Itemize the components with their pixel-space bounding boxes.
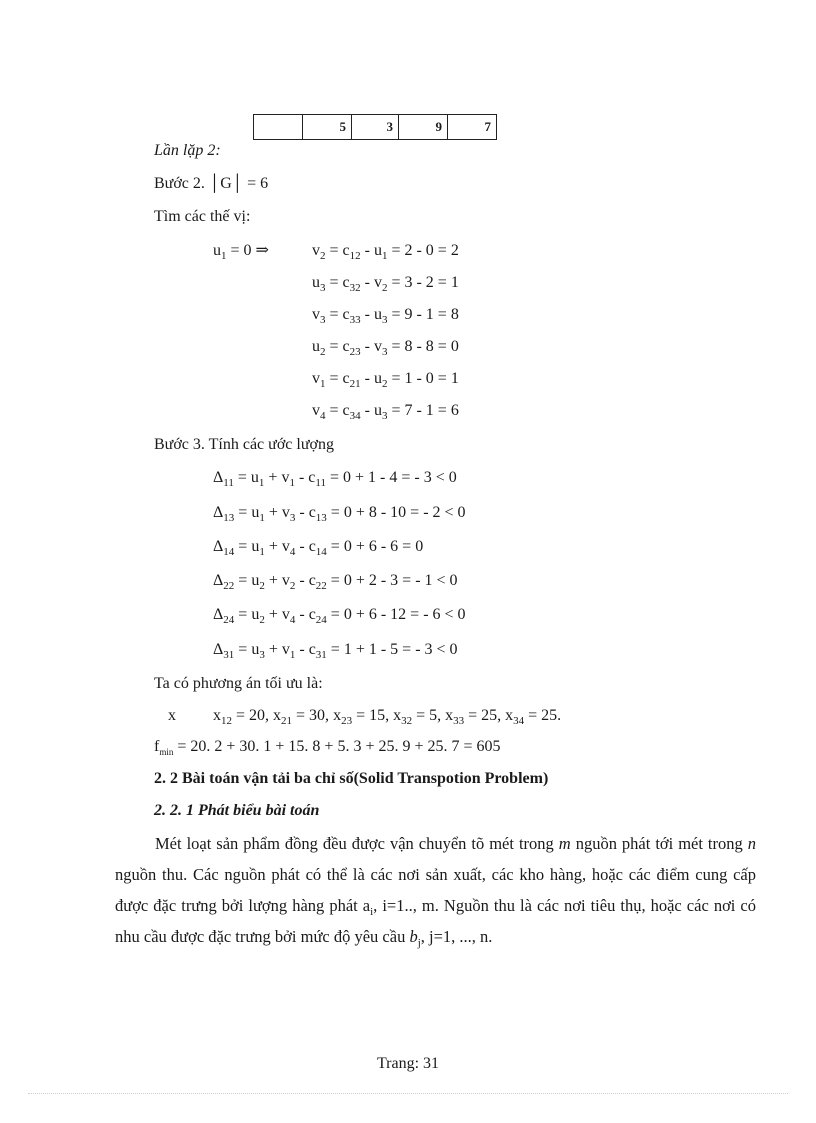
body-paragraph: Mét loạt sản phẩm đồng đều được vận chuyển tõ mét trong m nguồn phát tới mét trong n nguồn thu. Các nguồn phát có thể là các nơi sản xuất, các kho hàng, hoặc các điểm cung cấp được đặc trưng bởi lượng hàng phát $a_i$, i=1.., m. Nguồn thu là các nơi tiêu thụ, hoặc các nơi có nhu cầu được đặc trưng bởi mức độ yêu cầu $b_j$, j=1, ..., n. [115, 834, 757, 949]
potential-lead: $u_1 = 0$ ⇒ [213, 242, 269, 262]
potential-equation: $v_1 = c_{21} - u_2 = 1 - 0 = 1$ [312, 370, 459, 390]
iteration-heading: Lần lặp 2: [154, 142, 221, 159]
optimal-intro: Ta có phương án tối ưu là: [154, 675, 323, 692]
estimate-equation: $\Delta_{31} = u_3 + v_1 - c_{31} = 1 + 1 - 5$ = - 3 < 0 [213, 641, 458, 661]
potential-equation: $v_2 = c_{12} - u_1 = 2 - 0 = 2$ [312, 242, 459, 262]
estimate-equation: $\Delta_{14} = u_1 + v_4 - c_{14} = 0 + 6 - 6 = 0$ [213, 538, 424, 558]
table-cell: 7 [448, 115, 497, 140]
x-label: x [168, 707, 176, 724]
find-potentials-line: Tìm các thế vị: [154, 208, 251, 225]
estimate-equation: $\Delta_{11} = u_1 + v_1 - c_{11} = 0 + 1 - 4$ = - 3 < 0 [213, 469, 457, 489]
potential-equation: $v_4 = c_{34} - u_3 = 7 - 1 = 6$ [312, 402, 459, 422]
values-table-row [253, 114, 497, 140]
potential-equation: $v_3 = c_{33} - u_3 = 9 - 1 = 8$ [312, 306, 459, 326]
subsection-title: 2. 2. 1 Phát biểu bài toán [154, 802, 320, 819]
estimate-equation: $\Delta_{24} = u_2 + v_4 - c_{24} = 0 + 6 - 12$ = - 6 < 0 [213, 606, 466, 626]
step-2-line: Bước 2. │G│ = 6 [154, 175, 269, 192]
fmin-equation: $f_{min} = 20$. 2 + 30. 1 + 15. 8 + 5. 3 + 25. 9 + 25. 7 = 605 [154, 738, 501, 757]
estimate-equation: $\Delta_{13} = u_1 + v_3 - c_{13} = 0 + 8 - 10$ = - 2 < 0 [213, 504, 466, 524]
table-cell: 5 [303, 115, 352, 140]
optimal-solution: $x_{12} = 20$, $x_{21} = 30$, $x_{23} = 15$, $x_{32} = 5$, $x_{33} = 25$, $x_{34} = 25$. [213, 707, 562, 727]
table-cell [254, 115, 303, 140]
page-number: Trang: 31 [376, 1055, 440, 1072]
potential-equation: $u_3 = c_{32} - v_2 = 3 - 2 = 1$ [312, 274, 459, 294]
table-cell: 3 [352, 115, 399, 140]
page-divider [28, 1093, 788, 1094]
step-3-line: Bước 3. Tính các ước lượng [154, 436, 334, 453]
estimate-equation: $\Delta_{22} = u_2 + v_2 - c_{22} = 0 + 2 - 3$ = - 1 < 0 [213, 572, 458, 592]
table-row [254, 115, 497, 140]
table-cell: 9 [399, 115, 448, 140]
potential-equation: $u_2 = c_{23} - v_3 = 8 - 8 = 0$ [312, 338, 459, 358]
section-title: 2. 2 Bài toán vận tải ba chỉ số(Solid Transpotion Problem) [154, 770, 549, 787]
